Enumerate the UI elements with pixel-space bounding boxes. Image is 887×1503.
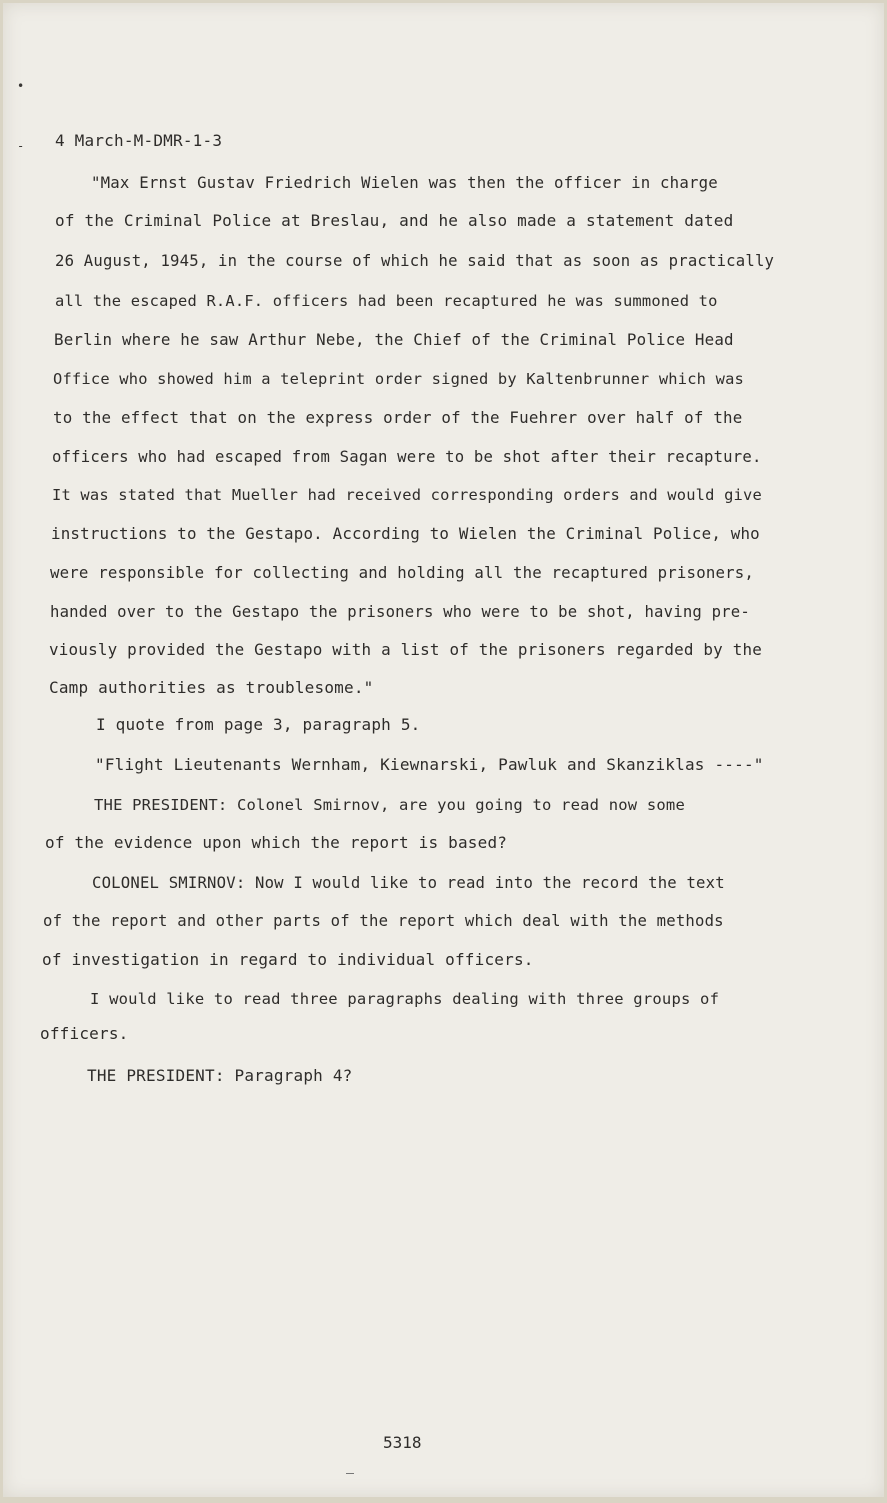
body-line: of the report and other parts of the report which deal with the methods — [43, 912, 724, 930]
margin-mark-top: • — [17, 79, 25, 93]
body-line: officers. — [40, 1024, 129, 1043]
body-line: to the effect that on the express order of the Fuehrer over half of the — [53, 408, 743, 427]
body-line: "Flight Lieutenants Wernham, Kiewnarski, Pawluk and Skanziklas ----" — [95, 755, 764, 774]
bottom-dash — [346, 1473, 354, 1474]
speaker-line: THE PRESIDENT: Colonel Smirnov, are you going to read now some — [94, 796, 685, 814]
body-line: instructions to the Gestapo. According to Wielen the Criminal Police, who — [51, 524, 760, 543]
body-line: handed over to the Gestapo the prisoners who were to be shot, having pre- — [50, 603, 750, 621]
body-line: Office who showed him a teleprint order signed by Kaltenbrunner which was — [53, 370, 745, 388]
body-line: Berlin where he saw Arthur Nebe, the Chief of the Criminal Police Head — [54, 330, 734, 349]
body-line: I quote from page 3, paragraph 5. — [96, 715, 421, 734]
body-line: 26 August, 1945, in the course of which he said that as soon as practically — [55, 252, 775, 270]
body-line: viously provided the Gestapo with a list of the prisoners regarded by the — [49, 640, 762, 659]
body-line: all the escaped R.A.F. officers had been recaptured he was summoned to — [55, 292, 718, 310]
margin-mark-header: - — [17, 139, 25, 153]
body-line: "Max Ernst Gustav Friedrich Wielen was then the officer in charge — [91, 173, 718, 192]
body-line: were responsible for collecting and holding all the recaptured prisoners, — [50, 563, 755, 582]
body-line: of the evidence upon which the report is based? — [45, 833, 508, 852]
body-line: officers who had escaped from Sagan were to be shot after their recapture. — [52, 448, 762, 466]
page-number: 5318 — [383, 1433, 422, 1452]
page-header: 4 March-M-DMR-1-3 — [55, 131, 223, 150]
body-line: of the Criminal Police at Breslau, and he also made a statement dated — [55, 211, 734, 230]
body-line: I would like to read three paragraphs dealing with three groups of — [90, 990, 720, 1008]
speaker-line: COLONEL SMIRNOV: Now I would like to read into the record the text — [92, 874, 725, 892]
body-line: of investigation in regard to individual officers. — [42, 950, 534, 969]
body-line: Camp authorities as troublesome." — [49, 678, 374, 697]
body-line: It was stated that Mueller had received corresponding orders and would give — [52, 486, 762, 504]
document-page — [3, 3, 884, 1497]
speaker-line: THE PRESIDENT: Paragraph 4? — [87, 1066, 353, 1085]
